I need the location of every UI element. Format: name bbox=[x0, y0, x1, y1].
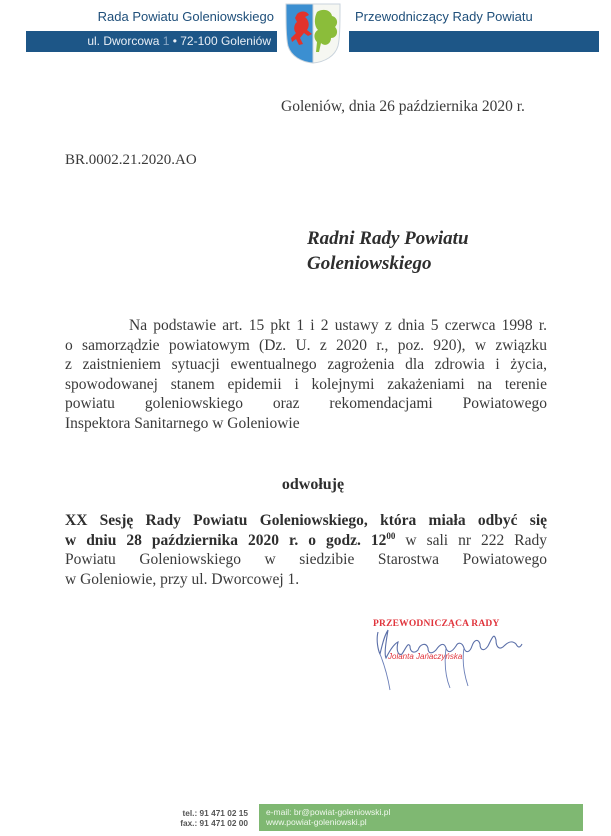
address-band bbox=[26, 31, 277, 52]
paragraph-line: w Goleniowie, przy ul. Dworcowej 1. bbox=[65, 570, 300, 588]
addressee-line: Goleniowskiego bbox=[307, 253, 432, 274]
address-street: ul. Dworcowa bbox=[87, 34, 163, 48]
footer-phone: tel.: 91 471 02 15 bbox=[182, 808, 248, 818]
footer-website[interactable]: www.powiat-goleniowski.pl bbox=[266, 817, 367, 827]
decision-paragraph bbox=[65, 511, 547, 589]
paragraph-line: spowodowanej stanem epidemii i kolejnymi zakażeniami na terenie bbox=[65, 375, 547, 393]
footer-fax: fax.: 91 471 02 00 bbox=[180, 818, 248, 828]
session-date-time: w dniu 28 października 2020 r. o godz. 12 bbox=[65, 531, 387, 549]
session-time-minutes: 00 bbox=[386, 530, 396, 541]
stamp-title: PRZEWODNICZĄCA RADY bbox=[373, 619, 500, 629]
paragraph-line: o samorządzie powiatowym (Dz. U. z 2020 r., poz. 920), w związku bbox=[65, 336, 547, 354]
place-and-date: Goleniów, dnia 26 października 2020 r. bbox=[281, 98, 525, 115]
address-city: • 72-100 Goleniów bbox=[169, 34, 271, 48]
footer-contact-box bbox=[259, 804, 583, 831]
session-room: w sali nr 222 Rady bbox=[395, 531, 547, 549]
paragraph-line: z zaistnieniem sytuacji ewentualnego zagrożenia dla zdrowia i życia, bbox=[65, 356, 547, 374]
footer-email[interactable]: e-mail: br@powiat-goleniowski.pl bbox=[266, 807, 391, 817]
paragraph-line: Inspektora Sanitarnego w Goleniowie bbox=[65, 414, 300, 432]
paragraph-line: Powiatu Goleniowskiego w siedzibie Starostwa Powiatowego bbox=[65, 551, 547, 569]
chair-band bbox=[349, 31, 599, 52]
addressee-line: Radni Rady Powiatu bbox=[307, 228, 469, 249]
decision-word: odwołuję bbox=[281, 476, 345, 493]
addressee bbox=[307, 226, 469, 276]
coat-of-arms-icon bbox=[283, 2, 343, 64]
footer-contact bbox=[266, 807, 390, 827]
council-address bbox=[87, 34, 271, 48]
chair-title: Przewodniczący Rady Powiatu bbox=[355, 9, 533, 24]
handwritten-signature bbox=[370, 620, 530, 695]
paragraph-line: XX Sesję Rady Powiatu Goleniowskiego, która miała odbyć się bbox=[65, 512, 547, 529]
paragraph-line: Na podstawie art. 15 pkt 1 i 2 ustawy z dnia 5 czerwca 1998 r. bbox=[129, 317, 547, 334]
paragraph-line bbox=[65, 531, 547, 551]
address-number: 1 bbox=[162, 34, 170, 48]
council-name: Rada Powiatu Goleniowskiego bbox=[97, 9, 274, 24]
footer-phones bbox=[160, 808, 248, 828]
paragraph-line: powiatu goleniowskiego oraz rekomendacjami Powiatowego bbox=[65, 395, 547, 413]
legal-basis-paragraph bbox=[65, 316, 547, 434]
stamp-name: Jolanta Jańaczyńska bbox=[388, 652, 463, 661]
reference-number: BR.0002.21.2020.AO bbox=[65, 152, 197, 168]
